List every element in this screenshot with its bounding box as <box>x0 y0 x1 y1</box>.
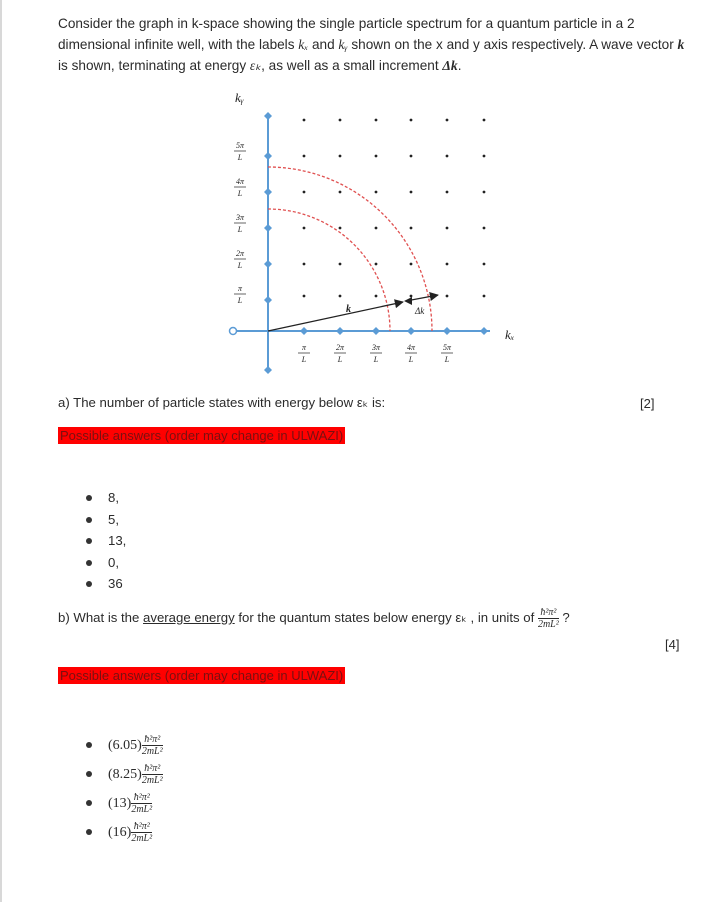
question-b-text: b) What is the average energy for the quantum states below energy εₖ , in units of $\frac{\text{ħ²π²}}{\text{2mL²}}$ ? <box>58 607 570 631</box>
answer-option[interactable]: 0, <box>80 552 126 574</box>
axis-markers <box>264 112 488 374</box>
svg-text:L: L <box>337 355 343 364</box>
x-tick-5: 5π <box>442 343 452 352</box>
energy-arc-inner <box>268 209 390 331</box>
ky-symbol: kᵧ <box>338 37 348 52</box>
average-energy-underlined: average energy <box>143 610 235 625</box>
k-space-graph <box>218 88 528 388</box>
delta-k-label: Δk <box>415 306 425 316</box>
question-a-text: a) The number of particle states with energy below εₖ is: <box>58 395 386 410</box>
svg-text:L: L <box>237 261 243 270</box>
y-tick-1: π <box>237 284 243 293</box>
svg-text:L: L <box>444 355 450 364</box>
svg-text:L: L <box>373 355 379 364</box>
x-tick-1: π <box>301 343 307 352</box>
answer-option[interactable]: (6.05) $\frac{\text{ħ²π²}}{\text{2mL²}}$ <box>80 730 163 759</box>
question-b-answer-list <box>80 730 163 846</box>
intro-paragraph: Consider the graph in k-space showing the single particle spectrum for a quantum particle in a 2 dimensional infinite well, with the labels kₓ and kᵧ shown on the x and y axis respectively. A wave vector k is shown, terminating at energy εₖ, as well as a small increment Δk. <box>58 16 685 73</box>
answer-option[interactable]: 8, <box>80 487 126 509</box>
k-vector-symbol: k <box>677 37 685 52</box>
question-a-answer-list <box>80 487 126 595</box>
y-tick-5: 5π <box>235 141 245 150</box>
delta-k-symbol: Δk <box>442 58 458 73</box>
svg-text:L: L <box>237 189 243 198</box>
svg-text:L: L <box>237 225 243 234</box>
y-tick-4: 4π <box>235 177 245 186</box>
page-edge <box>0 0 2 902</box>
x-tick-4: 4π <box>406 343 416 352</box>
answer-option[interactable]: (8.25) $\frac{\text{ħ²π²}}{\text{2mL²}}$ <box>80 759 163 788</box>
kx-symbol: kₓ <box>298 37 309 52</box>
svg-text:L: L <box>301 355 307 364</box>
answer-option[interactable]: 5, <box>80 509 126 531</box>
x-axis-label: kₓ <box>505 327 515 342</box>
unit-fraction: $\frac{\text{ħ²π²}}{\text{2mL²}}$ <box>537 607 559 631</box>
answer-option[interactable]: (13) $\frac{\text{ħ²π²}}{\text{2mL²}}$ <box>80 788 163 817</box>
x-tick-3: 3π <box>371 343 381 352</box>
svg-text:L: L <box>408 355 414 364</box>
epsilon-k-symbol: εₖ <box>249 58 262 73</box>
y-tick-3: 3π <box>235 213 245 222</box>
question-b-answers-note: Possible answers (order may change in ULWAZI) <box>60 668 344 683</box>
x-axis-start-marker <box>230 328 237 335</box>
answer-option[interactable]: (16) $\frac{\text{ħ²π²}}{\text{2mL²}}$ <box>80 817 163 846</box>
lattice-points <box>303 119 486 298</box>
k-label: k <box>346 304 351 315</box>
svg-text:L: L <box>237 296 243 305</box>
x-tick-2: 2π <box>335 343 345 352</box>
y-tick-2: 2π <box>235 249 245 258</box>
question-a-answers-note: Possible answers (order may change in ULWAZI) <box>60 428 344 443</box>
y-axis-label: kᵧ <box>235 90 244 105</box>
k-vector-arrow <box>268 302 403 331</box>
question-a-marks: [2] <box>640 396 655 411</box>
answer-option[interactable]: 13, <box>80 530 126 552</box>
question-b-marks: [4] <box>665 637 680 652</box>
svg-text:L: L <box>237 153 243 162</box>
answer-option[interactable]: 36 <box>80 573 126 595</box>
